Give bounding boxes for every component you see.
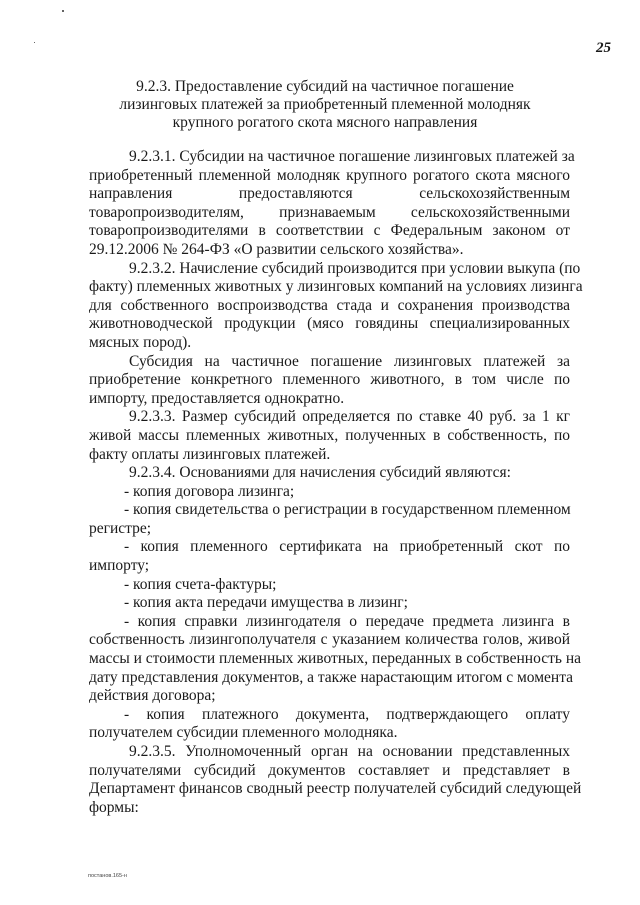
paragraph: [89, 353, 570, 409]
text-line: 9.2.3.5. Уполномоченный орган на основании представленных: [129, 743, 570, 760]
text-line: массы и стоимости племенных животных, переданных в собственность на: [89, 650, 581, 668]
text-line: получателями субсидий документов составляет и представляет в: [89, 761, 570, 779]
text-line: мясных пород).: [89, 333, 192, 351]
heading-line: 9.2.3. Предоставление субсидий на частичное погашение: [136, 78, 514, 95]
paragraph: [89, 483, 570, 502]
section-heading: [80, 78, 570, 132]
text-line: 29.12.2006 № 264-ФЗ «О развитии сельского хозяйства».: [89, 240, 464, 258]
text-line: факту) племенных животных у лизинговых компаний на условиях лизинга: [89, 278, 583, 296]
text-line: Субсидия на частичное погашение лизинговых платежей за: [129, 352, 570, 370]
text-line: получателем субсидии племенного молодняка.: [89, 724, 398, 742]
paragraph: [89, 464, 570, 483]
paragraph: [89, 743, 582, 817]
paragraph: [89, 576, 570, 595]
text-line: - копия платежного документа, подтверждающего оплату: [124, 705, 570, 723]
paragraph: [89, 408, 570, 464]
text-line: - копия справки лизингодателя о передаче предмета лизинга в: [124, 612, 570, 630]
paragraph: [89, 259, 583, 353]
text-line: - копия договора лизинга;: [124, 482, 295, 500]
text-line: Департамент финансов сводный реестр получателей субсидий следующей: [89, 780, 582, 798]
text-line: факту оплаты лизинговых платежей.: [89, 445, 331, 463]
text-line: 9.2.3.3. Размер субсидий определяется по ставке 40 руб. за 1 кг: [129, 408, 570, 426]
text-line: приобретение конкретного племенного животного, в том числе по: [89, 371, 570, 389]
document-body: [89, 148, 583, 817]
page-number: 25: [596, 40, 611, 56]
text-line: действия договора;: [89, 687, 216, 705]
text-line: 9.2.3.4. Основаниями для начисления субсидий являются:: [129, 464, 511, 482]
text-line: импорту;: [89, 557, 150, 575]
text-line: регистре;: [89, 519, 152, 537]
text-line: 9.2.3.2. Начисление субсидий производится при условии выкупа (по: [129, 259, 581, 277]
text-line: живой массы племенных животных, полученных в собственность, по: [89, 426, 570, 444]
text-line: собственность лизингополучателя с указанием количества голов, живой: [89, 631, 570, 649]
text-line: товаропроизводителям, признаваемым сельскохозяйственными: [89, 203, 570, 221]
paragraph: [89, 148, 575, 260]
text-line: - копия счета-фактуры;: [124, 575, 277, 593]
footer-reference: постанов.165-н: [88, 873, 127, 879]
text-line: - копия племенного сертификата на приобретенный скот по: [124, 538, 570, 556]
text-line: животноводческой продукции (мясо говядины специализированных: [89, 315, 570, 333]
paragraph: [89, 612, 581, 706]
text-line: - копия свидетельства о регистрации в государственном племенном: [124, 501, 571, 519]
heading-line: лизинговых платежей за приобретенный племенной молодняк: [119, 96, 531, 113]
text-line: направления предоставляются сельскохозяйственным: [89, 185, 570, 203]
text-line: - копия акта передачи имущества в лизинг;: [124, 594, 408, 612]
scan-speck: [62, 10, 64, 12]
text-line: дату представления документов, а также нарастающим итогом с момента: [89, 668, 574, 686]
scan-speck: [34, 42, 35, 43]
paragraph: [89, 538, 570, 575]
paragraph: [89, 501, 570, 538]
paragraph: [89, 706, 570, 743]
heading-line: крупного рогатого скота мясного направления: [172, 114, 478, 131]
text-line: приобретенный племенной молодняк крупного рогатого скота мясного: [89, 166, 570, 184]
text-line: импорту, предоставляется однократно.: [89, 389, 345, 407]
text-line: 9.2.3.1. Субсидии на частичное погашение лизинговых платежей за: [129, 148, 575, 165]
paragraph: [89, 594, 570, 613]
text-line: для собственного воспроизводства стада и сохранения производства: [89, 296, 570, 314]
text-line: формы:: [89, 798, 139, 816]
text-line: товаропроизводителями в соответствии с Федеральным законом от: [89, 222, 570, 240]
